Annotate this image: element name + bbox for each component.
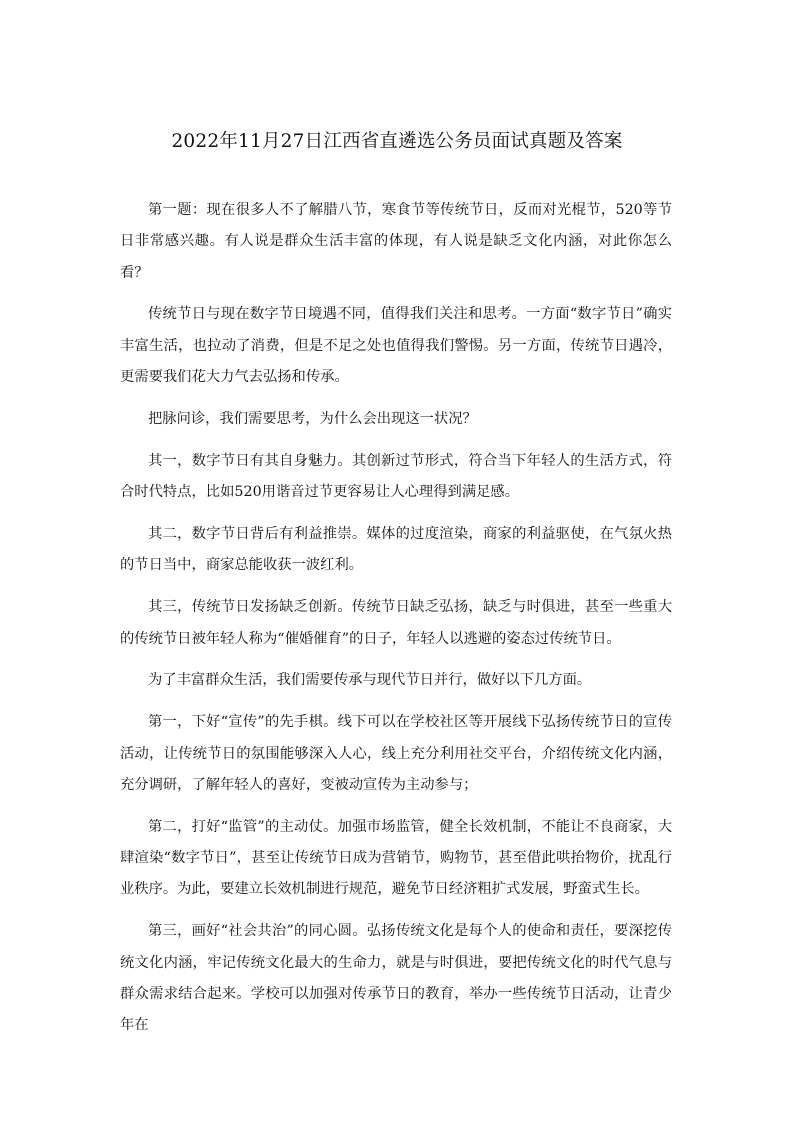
paragraph-reason-1: 其一，数字节日有其自身魅力。其创新过节形式，符合当下年轻人的生活方式，符合时代特点，比如520用谐音过节更容易让人心理得到满足感。 — [120, 452, 672, 501]
paragraph-diagnosis: 把脉问诊，我们需要思考，为什么会出现这一状况？ — [148, 410, 477, 427]
paragraph-measure-1: 第一，下好“宣传”的先手棋。线下可以在学校社区等开展线下弘扬传统节日的宣传活动，让传统节日的氛围能够深入人心，线上充分利用社交平台，介绍传统文化内涵，充分调研，了解年轻人的喜好，变被动宣传为主动参与； — [120, 714, 672, 793]
paragraph-question: 第一题：现在很多人不了解腊八节，寒食节等传统节日，反而对光棍节，520等节日非常感兴趣。有人说是群众生活丰富的体现，有人说是缺乏文化内涵，对此你怎么看？ — [120, 202, 672, 281]
paragraph-intro: 传统节日与现在数字节日境遇不同，值得我们关注和思考。一方面“数字节日”确实丰富生活，也拉动了消费，但是不足之处也值得我们警惕。另一方面，传统节日遇冷，更需要我们花大力气去弘扬和传承。 — [120, 306, 672, 386]
paragraph-measure-3: 第三，画好“社会共治”的同心圆。弘扬传统文化是每个人的使命和责任，要深挖传统文化内涵，牢记传统文化最大的生命力，就是与时俱进，要把传统文化的时代气息与群众需求结合起来。学校可以加强对传承节日的教育，举办一些传统节日活动，让青少年在 — [120, 923, 672, 1034]
document-body — [120, 195, 672, 1052]
paragraph-transition: 为了丰富群众生活，我们需要传承与现代节日并行，做好以下几方面。 — [148, 672, 592, 689]
paragraph-measure-2: 第二，打好“监管”的主动仗。加强市场监管，健全长效机制，不能让不良商家，大肆渲染“数字节日”，甚至让传统节日成为营销节，购物节，甚至借此哄抬物价，扰乱行业秩序。为此，要建立长效机制进行规范，避免节日经济粗扩式发展，野蛮式生长。 — [120, 818, 672, 898]
paragraph-reason-3: 其三，传统节日发扬缺乏创新。传统节日缺乏弘扬，缺乏与时俱进，甚至一些重大的传统节日被年轻人称为“催婚催育”的日子，年轻人以逃避的姿态过传统节日。 — [120, 599, 672, 647]
paragraph-reason-2: 其二，数字节日背后有利益推崇。媒体的过度渲染，商家的利益驱使，在气氛火热的节日当中，商家总能收获一波红利。 — [120, 526, 672, 574]
document-title: 2022年11月27日江西省直遴选公务员面试真题及答案 — [171, 131, 623, 152]
